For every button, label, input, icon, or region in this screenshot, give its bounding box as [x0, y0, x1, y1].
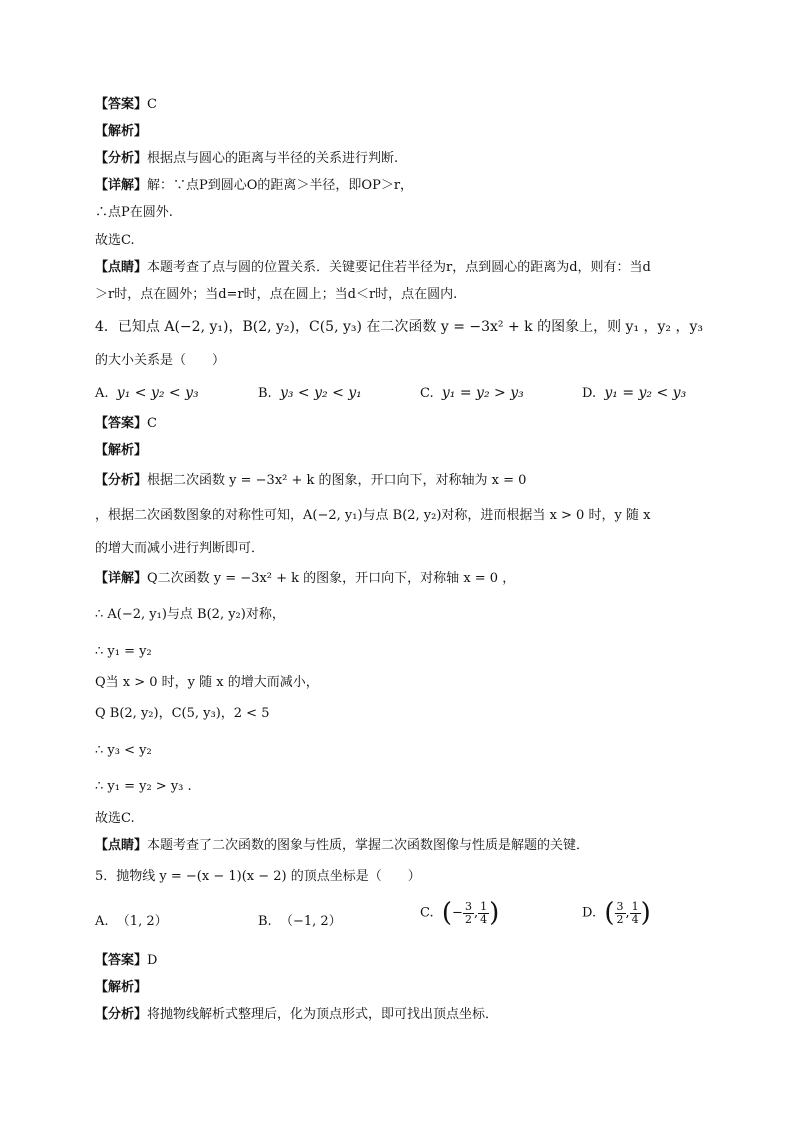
- option-text: y₁ < y₂ < y₃: [116, 385, 199, 401]
- q3-explain-line: [95, 123, 147, 141]
- fraction: $\frac{3}{2}$: [616, 899, 624, 926]
- explain-tag: 【解析】: [95, 980, 148, 995]
- comment-text: 本题考查了二次函数的图象与性质，掌握二次函数图像与性质是解题的关键．: [147, 838, 590, 853]
- q4-analysis-line-3: 的增大而减小进行判断即可．: [95, 541, 265, 556]
- q4-detail-line-5: Q B(2, y₂)，C(5, y₃)，2 < 5: [95, 706, 270, 721]
- analysis-tag: 【分析】: [95, 151, 148, 166]
- option-label: D.: [582, 386, 597, 401]
- left-paren: (: [441, 898, 453, 928]
- analysis-tag: 【分析】: [95, 473, 148, 488]
- option-text: y₁ = y₂ > y₃: [441, 385, 524, 401]
- explain-tag: 【解析】: [95, 443, 148, 458]
- analysis-text: 将抛物线解析式整理后，化为顶点形式，即可找出顶点坐标．: [147, 1007, 499, 1022]
- option-text: y₃ < y₂ < y₁: [279, 385, 362, 401]
- q4-detail-line-1: [95, 570, 515, 588]
- q4-analysis-line-2: ，根据二次函数图象的对称性可知，A(−2, y₁)与点 B(2, y₂)对称，进而根据当 x > 0 时，y 随 x: [95, 508, 651, 523]
- q4-option-c: [420, 385, 524, 401]
- comment-text-1: 本题考查了点与圆的位置关系．关键要记住若半径为r，点到圆心的距离为d，则有：当d: [147, 260, 651, 275]
- fraction: $\frac{3}{2}$: [464, 899, 472, 926]
- answer-tag: 【答案】: [95, 97, 148, 112]
- option-label: D.: [582, 905, 597, 921]
- q5-option-d: D. ( $\frac{3}{2}$ , $\frac{1}{4}$ ): [582, 898, 651, 928]
- q3-comment-line-1: [95, 259, 651, 277]
- answer-tag: 【答案】: [95, 416, 148, 431]
- comment-tag: 【点睛】: [95, 260, 148, 275]
- q3-therefore-line: ∴点P在圆外.: [95, 205, 173, 220]
- q4-explain-line: [95, 442, 147, 460]
- q4-answer-line: [95, 415, 157, 433]
- q4-stem-line-2: 的大小关系是（ ）: [95, 353, 226, 368]
- option-label: C.: [420, 905, 434, 921]
- analysis-tag: 【分析】: [95, 1007, 148, 1022]
- q4-comment-line: [95, 837, 589, 855]
- q4-option-a: [95, 385, 199, 401]
- q3-answer-line: [95, 96, 157, 114]
- option-text: （1, 2）: [116, 914, 168, 929]
- fraction: $\frac{1}{4}$: [631, 899, 639, 926]
- detail-text-1: Q二次函数 y = −3x² + k 的图象，开口向下，对称轴 x = 0 ，: [147, 571, 516, 586]
- option-label: A.: [95, 914, 109, 929]
- q4-stem-line-1: 4．已知点 A(−2, y₁)，B(2, y₂)，C(5, y₃) 在二次函数 y = −3x² + k 的图象上，则 y₁ ，y₂ ，y₃: [95, 319, 704, 335]
- q5-option-b: [258, 910, 342, 929]
- option-label: B.: [258, 386, 272, 401]
- left-paren: (: [604, 898, 615, 928]
- q4-detail-line-6: ∴ y₃ < y₂: [95, 743, 152, 758]
- comment-tag: 【点睛】: [95, 838, 148, 853]
- option-label: A.: [95, 386, 109, 401]
- detail-tag: 【详解】: [95, 571, 148, 586]
- answer-value: C: [147, 97, 157, 112]
- q5-explain-line: [95, 979, 147, 997]
- q4-option-b: [258, 385, 362, 401]
- option-text: （−1, 2）: [279, 914, 342, 929]
- right-paren: ): [640, 898, 651, 928]
- option-label: C.: [420, 386, 434, 401]
- fraction: $\frac{1}{4}$: [480, 899, 488, 926]
- q5-option-c: C. (− $\frac{3}{2}$ , $\frac{1}{4}$ ): [420, 898, 500, 928]
- q3-comment-line-2: ＞r时，点在圆外；当d=r时，点在圆上；当d＜r时，点在圆内.: [95, 287, 458, 302]
- q5-answer-line: [95, 952, 157, 970]
- analysis-text-1: 根据二次函数 y = −3x² + k 的图象，开口向下，对称轴为 x = 0: [147, 473, 527, 488]
- answer-value: C: [147, 416, 157, 431]
- q4-detail-line-7: ∴ y₁ = y₂ > y₃ .: [95, 779, 192, 794]
- q5-analysis-line: [95, 1006, 498, 1024]
- answer-tag: 【答案】: [95, 953, 148, 968]
- detail-tag: 【详解】: [95, 178, 148, 193]
- q3-choose-line: 故选C.: [95, 233, 135, 248]
- right-paren: ): [489, 898, 500, 928]
- q4-choose-line: 故选C.: [95, 811, 135, 826]
- q3-analysis-line: [95, 150, 398, 168]
- option-label: B.: [258, 914, 272, 929]
- q4-detail-line-2: ∴ A(−2, y₁)与点 B(2, y₂)对称，: [95, 607, 285, 622]
- option-sign: −: [452, 905, 463, 921]
- q4-analysis-line-1: [95, 472, 526, 490]
- option-text: y₁ = y₂ < y₃: [604, 385, 687, 401]
- q5-option-a: [95, 910, 168, 929]
- answer-value: D: [147, 953, 158, 968]
- explain-tag: 【解析】: [95, 124, 148, 139]
- q4-detail-line-3: ∴ y₁ = y₂: [95, 644, 152, 659]
- q3-detail-line: [95, 177, 413, 195]
- q4-option-d: [582, 385, 686, 401]
- q4-detail-line-4: Q当 x > 0 时，y 随 x 的增大而减小，: [95, 675, 319, 690]
- analysis-text: 根据点与圆心的距离与半径的关系进行判断.: [147, 151, 399, 166]
- detail-text: 解：∵点P到圆心O的距离＞半径，即OP＞r，: [147, 178, 414, 193]
- q5-stem-line: 5．抛物线 y = −(x − 1)(x − 2) 的顶点坐标是（ ）: [95, 869, 421, 884]
